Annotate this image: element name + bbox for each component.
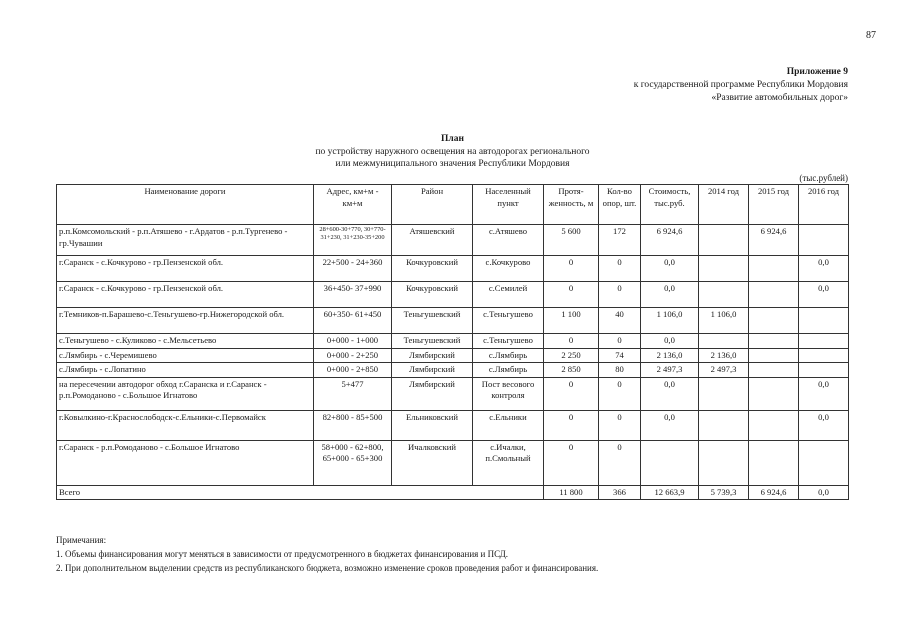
cell-settlement: с.Кочкурово [473, 256, 544, 282]
cell-address: 82+800 - 85+500 [314, 410, 392, 440]
total-y2015: 6 924,6 [749, 485, 799, 500]
cell-cost [641, 440, 699, 485]
table-row [57, 282, 849, 308]
header-address: Адрес, км+м - км+м [314, 185, 392, 225]
cell-settlement: с.Лямбирь [473, 348, 544, 363]
total-poles: 366 [599, 485, 641, 500]
cell-poles: 0 [599, 410, 641, 440]
table-row [57, 410, 849, 440]
cell-y2016: 0,0 [799, 377, 849, 410]
cell-road: г.Саранск - с.Кочкурово - гр.Пензенской обл. [57, 282, 314, 308]
cell-district: Кочкуровский [392, 282, 473, 308]
cell-settlement: Пост весового контроля [473, 377, 544, 410]
appendix-line-2: «Развитие автомобильных дорог» [711, 93, 848, 103]
cell-road: с.Лямбирь - с.Черемишево [57, 348, 314, 363]
page-number: 87 [866, 30, 876, 41]
cell-poles: 0 [599, 440, 641, 485]
table-total-row [57, 485, 849, 500]
cell-district: Ельниковский [392, 410, 473, 440]
plan-title-block [0, 133, 905, 171]
cell-length: 0 [544, 440, 599, 485]
cell-length: 2 850 [544, 363, 599, 378]
total-y2014: 5 739,3 [699, 485, 749, 500]
cell-y2015 [749, 256, 799, 282]
cell-y2014 [699, 440, 749, 485]
cell-settlement: с.Семилей [473, 282, 544, 308]
total-y2016: 0,0 [799, 485, 849, 500]
cell-district: Атяшевский [392, 225, 473, 256]
cell-settlement: с.Теньгушево [473, 334, 544, 349]
plan-subtitle-2: или межмуниципального значения Республики Мордовия [335, 159, 570, 169]
cell-y2016 [799, 308, 849, 334]
cell-cost: 0,0 [641, 377, 699, 410]
table-row [57, 348, 849, 363]
cell-y2016: 0,0 [799, 282, 849, 308]
cell-poles: 40 [599, 308, 641, 334]
cell-poles: 0 [599, 334, 641, 349]
plan-title: План [441, 134, 464, 144]
table-header-row [57, 185, 849, 225]
table-row [57, 440, 849, 485]
cell-district: Лямбирский [392, 363, 473, 378]
cell-poles: 80 [599, 363, 641, 378]
cell-length: 0 [544, 256, 599, 282]
cell-y2014 [699, 377, 749, 410]
cell-cost: 0,0 [641, 334, 699, 349]
cell-y2016: 0,0 [799, 410, 849, 440]
table-row [57, 308, 849, 334]
cell-address: 0+000 - 2+850 [314, 363, 392, 378]
table-body [57, 225, 849, 500]
header-2014: 2014 год [699, 185, 749, 225]
cell-settlement: с.Теньгушево [473, 308, 544, 334]
cell-y2016 [799, 334, 849, 349]
cell-y2014 [699, 282, 749, 308]
cell-length: 2 250 [544, 348, 599, 363]
total-length: 11 800 [544, 485, 599, 500]
appendix-line-1: к государственной программе Республики Мордовия [633, 80, 848, 90]
cell-length: 5 600 [544, 225, 599, 256]
cell-y2014 [699, 410, 749, 440]
cell-settlement: с.Атяшево [473, 225, 544, 256]
plan-subtitle-1: по устройству наружного освещения на автодорогах регионального [315, 146, 590, 157]
cell-y2015 [749, 410, 799, 440]
cell-length: 1 100 [544, 308, 599, 334]
cell-road: на пересечении автодорог обход г.Саранска и г.Саранск - р.п.Ромоданово - с.Большое Игнатово [57, 377, 314, 410]
cell-settlement: с.Ельники [473, 410, 544, 440]
cell-cost: 0,0 [641, 256, 699, 282]
appendix-header [634, 66, 848, 105]
cell-y2015 [749, 348, 799, 363]
table-row [57, 225, 849, 256]
appendix-title: Приложение 9 [786, 67, 848, 77]
cell-y2014 [699, 256, 749, 282]
total-label: Всего [57, 485, 544, 500]
cell-address: 58+000 - 62+800, 65+000 - 65+300 [314, 440, 392, 485]
table-row [57, 363, 849, 378]
cell-address: 0+000 - 2+250 [314, 348, 392, 363]
cell-address: 0+000 - 1+000 [314, 334, 392, 349]
cell-y2016: 0,0 [799, 256, 849, 282]
cell-y2014 [699, 225, 749, 256]
table-row [57, 377, 849, 410]
cell-length: 0 [544, 334, 599, 349]
total-cost: 12 663,9 [641, 485, 699, 500]
header-2015: 2015 год [749, 185, 799, 225]
notes-title: Примечания: [56, 535, 107, 545]
lighting-plan-table [56, 184, 849, 500]
cell-y2015: 6 924,6 [749, 225, 799, 256]
cell-cost: 6 924,6 [641, 225, 699, 256]
cell-road: г.Темников-п.Барашево-с.Теньгушево-гр.Нижегородской обл. [57, 308, 314, 334]
cell-poles: 0 [599, 256, 641, 282]
note-2: 2. При дополнительном выделении средств из республиканского бюджета, возможно изменение сроков проведения работ и финансирования. [56, 563, 599, 573]
cell-address: 28+600-30+770, 30+770-31+230, 31+230-35+200 [314, 225, 392, 256]
cell-road: р.п.Комсомольский - р.п.Атяшево - г.Ардатов - р.п.Тургенево - гр.Чувашии [57, 225, 314, 256]
cell-poles: 74 [599, 348, 641, 363]
cell-address: 5+477 [314, 377, 392, 410]
cell-y2016 [799, 363, 849, 378]
cell-y2015 [749, 334, 799, 349]
table-row [57, 256, 849, 282]
cell-district: Кочкуровский [392, 256, 473, 282]
header-2016: 2016 год [799, 185, 849, 225]
cell-cost: 1 106,0 [641, 308, 699, 334]
header-road: Наименование дороги [57, 185, 314, 225]
cell-y2015 [749, 308, 799, 334]
cell-address: 22+500 - 24+360 [314, 256, 392, 282]
cell-y2014: 1 106,0 [699, 308, 749, 334]
header-poles: Кол-во опор, шт. [599, 185, 641, 225]
cell-district: Теньгушевский [392, 308, 473, 334]
cell-poles: 172 [599, 225, 641, 256]
cell-address: 36+450- 37+990 [314, 282, 392, 308]
cell-y2014 [699, 334, 749, 349]
cell-cost: 2 136,0 [641, 348, 699, 363]
cell-district: Ичалковский [392, 440, 473, 485]
cell-poles: 0 [599, 282, 641, 308]
header-length: Протя-женность, м [544, 185, 599, 225]
cell-district: Лямбирский [392, 348, 473, 363]
cell-district: Теньгушевский [392, 334, 473, 349]
note-1: 1. Объемы финансирования могут меняться в зависимости от предусмотренного в бюджетах финансирования и ПСД. [56, 549, 509, 559]
cell-road: с.Лямбирь - с.Лопатино [57, 363, 314, 378]
cell-cost: 0,0 [641, 410, 699, 440]
cell-settlement: с.Ичалки, п.Смольный [473, 440, 544, 485]
cell-road: с.Теньгушево - с.Куликово - с.Мельсетьево [57, 334, 314, 349]
cell-y2016 [799, 440, 849, 485]
cell-y2014: 2 136,0 [699, 348, 749, 363]
cell-settlement: с.Лямбирь [473, 363, 544, 378]
cell-road: г.Саранск - р.п.Ромоданово - с.Большое Игнатово [57, 440, 314, 485]
cell-length: 0 [544, 282, 599, 308]
cell-cost: 0,0 [641, 282, 699, 308]
cell-cost: 2 497,3 [641, 363, 699, 378]
cell-y2015 [749, 377, 799, 410]
table-row [57, 334, 849, 349]
cell-y2015 [749, 440, 799, 485]
notes-block [56, 533, 598, 575]
header-settlement: Населенный пункт [473, 185, 544, 225]
cell-y2015 [749, 282, 799, 308]
cell-road: г.Ковылкино-г.Краснослободск-с.Ельники-с.Первомайск [57, 410, 314, 440]
cell-poles: 0 [599, 377, 641, 410]
header-cost: Стоимость, тыс.руб. [641, 185, 699, 225]
cell-y2014: 2 497,3 [699, 363, 749, 378]
units-label: (тыс.рублей) [799, 173, 848, 183]
cell-length: 0 [544, 410, 599, 440]
cell-road: г.Саранск - с.Кочкурово - гр.Пензенской обл. [57, 256, 314, 282]
cell-y2016 [799, 348, 849, 363]
cell-y2015 [749, 363, 799, 378]
header-district: Район [392, 185, 473, 225]
cell-y2016 [799, 225, 849, 256]
cell-address: 60+350- 61+450 [314, 308, 392, 334]
cell-district: Лямбирский [392, 377, 473, 410]
cell-length: 0 [544, 377, 599, 410]
